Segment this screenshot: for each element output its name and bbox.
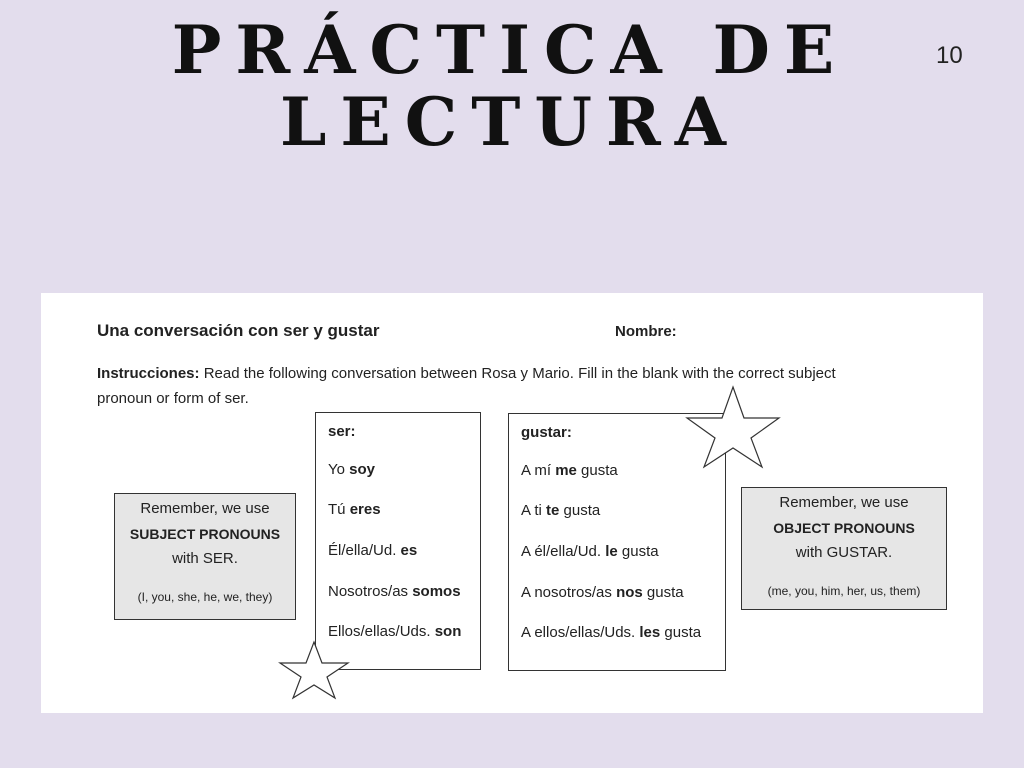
conjugation-row: Ellos/ellas/Uds. son [328, 623, 462, 640]
note-line: OBJECT PRONOUNS [773, 520, 915, 536]
conjugation-row: A mí me gusta [521, 462, 618, 479]
conjugation-row: Él/ella/Ud. es [328, 542, 418, 559]
object-pronoun-note [741, 487, 947, 610]
conjugation-row: A ellos/ellas/Uds. les gusta [521, 624, 702, 641]
conjugation-row: A nosotros/as nos gusta [521, 584, 684, 601]
gustar-heading: gustar: [521, 424, 572, 441]
note-line: Remember, we use [779, 494, 909, 511]
worksheet-image [41, 293, 983, 713]
conjugation-row: A él/ella/Ud. le gusta [521, 543, 659, 560]
star-icon [683, 385, 783, 469]
ser-conjugation-box [315, 412, 481, 670]
note-line: with SER. [172, 550, 238, 567]
note-line: Remember, we use [140, 500, 270, 517]
note-line: with GUSTAR. [795, 544, 893, 561]
instructions-label: Instrucciones: [97, 365, 200, 382]
instructions [97, 361, 917, 411]
note-line: SUBJECT PRONOUNS [129, 526, 281, 542]
subject-pronoun-note [114, 493, 296, 620]
star-icon [278, 640, 350, 700]
note-line: (me, you, him, her, us, them) [767, 584, 921, 598]
slide-title: PRÁCTICA DE LECTURA [171, 11, 849, 161]
conjugation-row: Yo soy [328, 461, 375, 478]
note-line: (I, you, she, he, we, they) [137, 590, 273, 604]
conjugation-row: Tú eres [328, 501, 381, 518]
worksheet-title: Una conversación con ser y gustar [97, 321, 380, 340]
conjugation-row: A ti te gusta [521, 502, 601, 519]
conjugation-row: Nosotros/as somos [328, 583, 461, 600]
instructions-line-2: pronoun or form of ser. [97, 390, 249, 407]
instructions-line-1: Read the following conversation between Rosa y Mario. Fill in the blank with the correct subject [199, 365, 836, 382]
name-label: Nombre: [615, 323, 677, 340]
ser-heading: ser: [328, 423, 356, 440]
slide-number: 10 [936, 42, 963, 69]
